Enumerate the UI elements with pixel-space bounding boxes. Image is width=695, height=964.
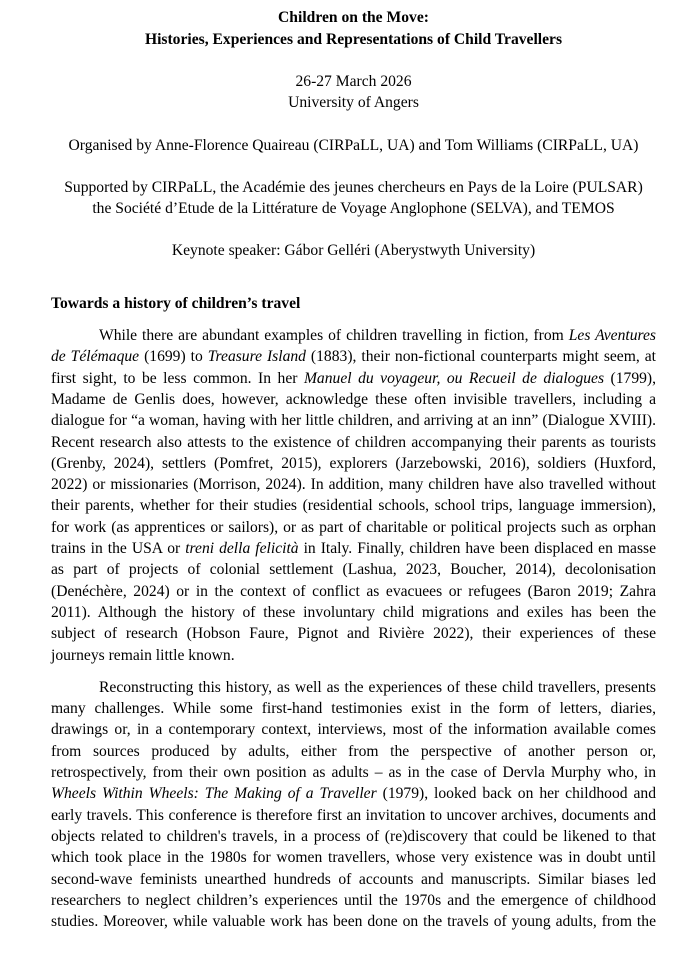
p2-line: researchers to neglect children’s experiences until the 1970s and the emergence of childhood [51, 891, 656, 909]
p1-line: as part of projects of colonial settlement (Lashua, 2023, Boucher, 2014), decolonisation [51, 561, 656, 579]
p1-line: 2022) or missionaries (Morrison, 2024). In addition, many children have also travelled without [51, 476, 656, 494]
p1-italic-title: treni della felicità [185, 540, 299, 558]
paragraph-1 [51, 325, 656, 666]
p1-line: Recent research also attests to the existence of children accompanying their parents as tourists [51, 433, 656, 451]
p1-text: first sight, to be less common. In her [51, 369, 304, 387]
p1-italic-title: Treasure Island [207, 348, 306, 366]
p1-line: dialogue for “a woman, having with her little children, and arriving at an inn” (Dialogue XVIII). [51, 412, 656, 430]
conference-venue: University of Angers [288, 94, 419, 112]
p1-text: trains in the USA or [51, 540, 186, 558]
p1-line [51, 346, 656, 367]
p1-text: While there are abundant examples of children travelling in fiction, from [99, 327, 569, 345]
supporters-block [51, 177, 656, 220]
title-line-2: Histories, Experiences and Representations of Child Travellers [144, 30, 563, 48]
p2-line: studies. Moreover, while valuable work has been done on the travels of young adults, from the [51, 913, 656, 931]
document-page [51, 7, 656, 932]
paragraph-2 [51, 677, 656, 933]
organisers: Organised by Anne-Florence Quaireau (CIRPaLL, UA) and Tom Williams (CIRPaLL, UA) [68, 136, 639, 154]
supporters-line-2: the Société d’Etude de la Littérature de Voyage Anglophone (SELVA), and TEMOS [92, 200, 615, 218]
p1-line: their parents, whether for their studies (residential schools, school trips, language immersion), [51, 497, 656, 515]
p1-text: (1699) to [139, 348, 208, 366]
p1-line: Madame de Genlis does, however, acknowledge these often invisible travellers, including a [51, 390, 656, 408]
p2-line: Reconstructing this history, as well as the experiences of these child travellers, presents [99, 678, 656, 696]
p1-line: (Denéchère, 2024) or in the context of conflict as evacuees or refugees (Baron 2019; Zahra [51, 582, 656, 600]
keynote-speaker: Keynote speaker: Gábor Gelléri (Aberystwyth University) [171, 242, 536, 260]
p2-line: from sources produced by adults, either from the perspective of another person or, [51, 742, 656, 760]
p1-italic-title: de Télémaque [51, 348, 140, 366]
p2-line [51, 783, 656, 804]
p1-line: for work (as apprentices or sailors), or as part of charitable or political projects such as orphan [51, 518, 656, 536]
p1-line: journeys remain little known. [51, 646, 235, 664]
supporters-line-1: Supported by CIRPaLL, the Académie des jeunes chercheurs en Pays de la Loire (PULSAR) [64, 178, 643, 196]
p2-text: (1979), looked back on her childhood and [376, 785, 657, 803]
title-line-1: Children on the Move: [278, 9, 429, 26]
p1-text: in Italy. Finally, children have been displaced en masse [298, 540, 656, 558]
p1-italic-title: Les Aventures [568, 327, 656, 345]
p1-line [51, 538, 656, 559]
p1-line: (Grenby, 2024), settlers (Pomfret, 2015), explorers (Jarzebowski, 2016), soldiers (Huxford, [51, 454, 656, 472]
p2-line: second-wave feminists unearthed hundreds of accounts and manuscripts. Similar biases led [51, 870, 656, 888]
conference-dates: 26-27 March 2026 [295, 73, 412, 90]
p1-text: (1883), their non-fictional counterparts might seem, at [305, 348, 656, 366]
p2-line: which took place in the 1980s for women travellers, whose very existence was in doubt until [51, 849, 656, 867]
conference-title [51, 7, 656, 50]
p1-line: 2011). Although the history of these involuntary child migrations and exiles has been the [51, 603, 656, 621]
p1-text: (1799), [604, 369, 657, 387]
p2-line: retrospectively, from their own position as adults – as in the case of Dervla Murphy who, in [51, 764, 656, 782]
p1-line [51, 325, 656, 346]
p1-italic-title: Manuel du voyageur, ou Recueil de dialogues [303, 369, 605, 387]
date-venue-block [51, 71, 656, 114]
p1-line: subject of research (Hobson Faure, Pignot and Rivière 2022), their experiences of these [51, 625, 656, 643]
p2-line: early travels. This conference is therefore first an invitation to uncover archives, documents and [51, 806, 656, 824]
p2-line: drawings or, in a contemporary context, interviews, most of the information available comes [51, 721, 656, 739]
p2-line: objects related to children's travels, in a process of (re)discovery that could be likened to that [51, 827, 656, 845]
p2-italic-title: Wheels Within Wheels: The Making of a Traveller [51, 785, 377, 803]
p2-line: many challenges. While some first-hand testimonies exist in the form of letters, diaries, [51, 700, 656, 718]
section-heading: Towards a history of children’s travel [51, 294, 301, 312]
p1-line [51, 368, 656, 389]
